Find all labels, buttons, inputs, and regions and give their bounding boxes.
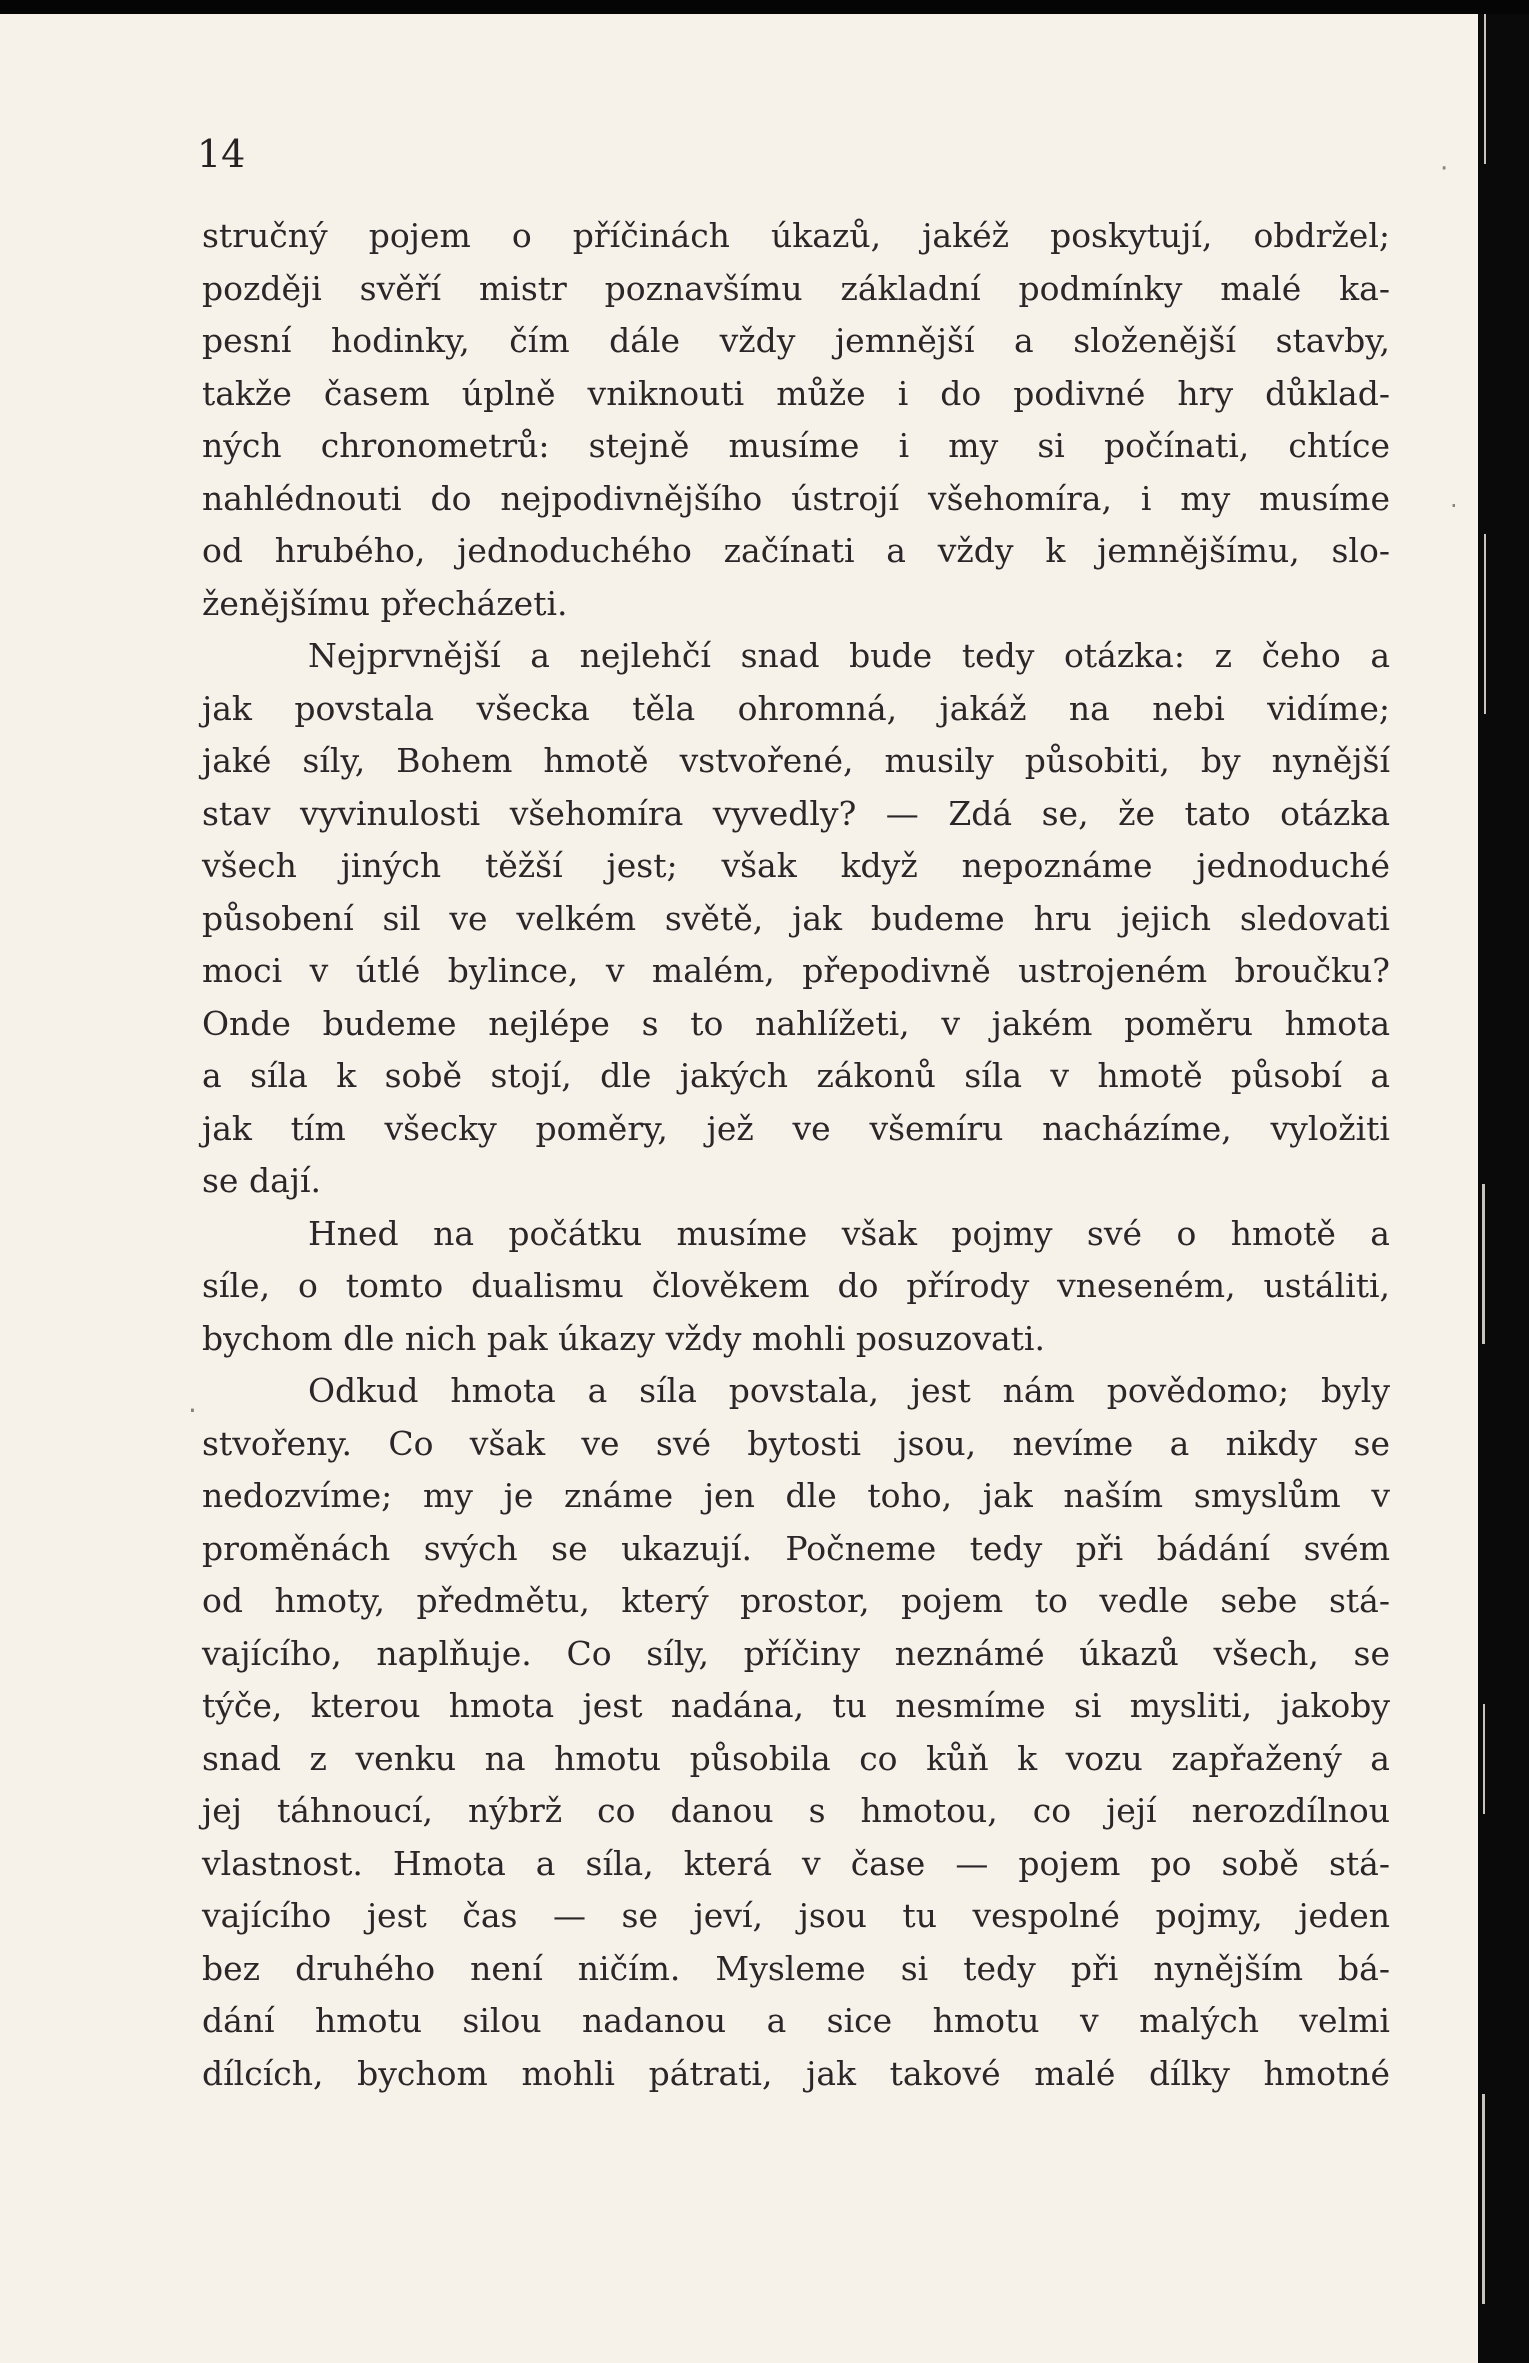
text-line: bychom dle nich pak úkazy vždy mohli posuzovati. — [202, 1318, 1045, 1358]
text-line: ných chronometrů: stejně musíme i my si počínati, chtíce — [202, 426, 1390, 465]
binding-stroke — [1484, 534, 1486, 714]
text-line: vajícího jest čas — se jeví, jsou tu vespolné pojmy, jeden — [202, 1896, 1390, 1935]
text-line: stav vyvinulosti všehomíra vyvedly? — Zdá se, že tato otázka — [202, 793, 1390, 833]
text-line: Odkud hmota a síla povstala, jest nám povědomo; byly — [308, 1371, 1390, 1410]
binding-stroke — [1482, 2094, 1485, 2304]
text-line: týče, kterou hmota jest nadána, tu nesmíme si mysliti, jakoby — [202, 1686, 1390, 1725]
text-line: později svěří mistr poznavšímu základní podmínky malé ka- — [202, 268, 1390, 308]
text-line: takže časem úplně vniknouti může i do podivné hry důklad- — [202, 373, 1390, 413]
text-line: od hrubého, jednoduchého začínati a vždy k jemnějšímu, slo- — [202, 531, 1390, 570]
text-line: stručný pojem o příčinách úkazů, jakéž poskytují, obdržel; — [202, 216, 1390, 255]
text-line: ženějšímu přecházeti. — [202, 583, 568, 623]
text-line: nedozvíme; my je známe jen dle toho, jak naším smyslům v — [202, 1476, 1390, 1515]
text-line: od hmoty, předmětu, který prostor, pojem to vedle sebe stá- — [202, 1581, 1390, 1620]
text-line: působení sil ve velkém světě, jak budeme hru jejich sledovati — [202, 898, 1390, 938]
body-text — [202, 210, 1390, 2100]
text-line: Hned na počátku musíme však pojmy své o hmotě a — [308, 1213, 1390, 1253]
text-line: dání hmotu silou nadanou a sice hmotu v malých velmi — [202, 2001, 1390, 2040]
text-line: jaké síly, Bohem hmotě vstvořené, musily působiti, by nynější — [202, 741, 1390, 780]
text-line: jej táhnoucí, nýbrž co danou s hmotou, co její nerozdílnou — [202, 1791, 1390, 1830]
text-line: vlastnost. Hmota a síla, která v čase — pojem po sobě stá- — [202, 1843, 1390, 1883]
text-line: se dají. — [202, 1161, 322, 1200]
text-line: proměnách svých se ukazují. Počneme tedy při bádání svém — [202, 1528, 1390, 1568]
text-line: bez druhého není ničím. Mysleme si tedy při nynějším bá- — [202, 1948, 1390, 1988]
binding-stroke — [1483, 1704, 1485, 1814]
book-page — [0, 14, 1478, 2363]
text-line: dílcích, bychom mohli pátrati, jak takové malé dílky hmotné — [202, 2053, 1390, 2093]
binding-stroke — [1482, 1184, 1485, 1344]
text-line: síle, o tomto dualismu člověkem do přírody vneseném, ustáliti, — [202, 1266, 1390, 1305]
page-number: 14 — [197, 132, 246, 176]
text-line: pesní hodinky, čím dále vždy jemnější a složenější stavby, — [202, 321, 1390, 360]
text-line: stvořeny. Co však ve své bytosti jsou, nevíme a nikdy se — [202, 1423, 1390, 1463]
text-line: a síla k sobě stojí, dle jakých zákonů síla v hmotě působí a — [202, 1056, 1390, 1095]
text-line: nahlédnouti do nejpodivnějšího ústrojí všehomíra, i my musíme — [202, 478, 1390, 518]
text-line: moci v útlé bylince, v malém, přepodivně ustrojeném broučku? — [202, 951, 1390, 990]
text-line: všech jiných těžší jest; však když nepoznáme jednoduché — [202, 846, 1390, 885]
margin-speck: · — [1450, 492, 1458, 520]
text-line: vajícího, naplňuje. Co síly, příčiny neznámé úkazů všech, se — [202, 1633, 1390, 1673]
scan-edge — [1478, 14, 1529, 2363]
binding-stroke — [1484, 14, 1486, 164]
text-line: Nejprvnější a nejlehčí snad bude tedy otázka: z čeho a — [308, 636, 1390, 675]
text-line: jak tím všecky poměry, jež ve všemíru nacházíme, vyložiti — [202, 1108, 1390, 1148]
text-line: Onde budeme nejlépe s to nahlížeti, v jakém poměru hmota — [202, 1003, 1390, 1043]
text-line: snad z venku na hmotu působila co kůň k vozu zapřažený a — [202, 1738, 1390, 1778]
margin-speck: · — [1440, 154, 1449, 184]
text-line: jak povstala všecka těla ohromná, jakáž na nebi vidíme; — [202, 688, 1390, 728]
margin-speck: · — [188, 1394, 197, 1427]
